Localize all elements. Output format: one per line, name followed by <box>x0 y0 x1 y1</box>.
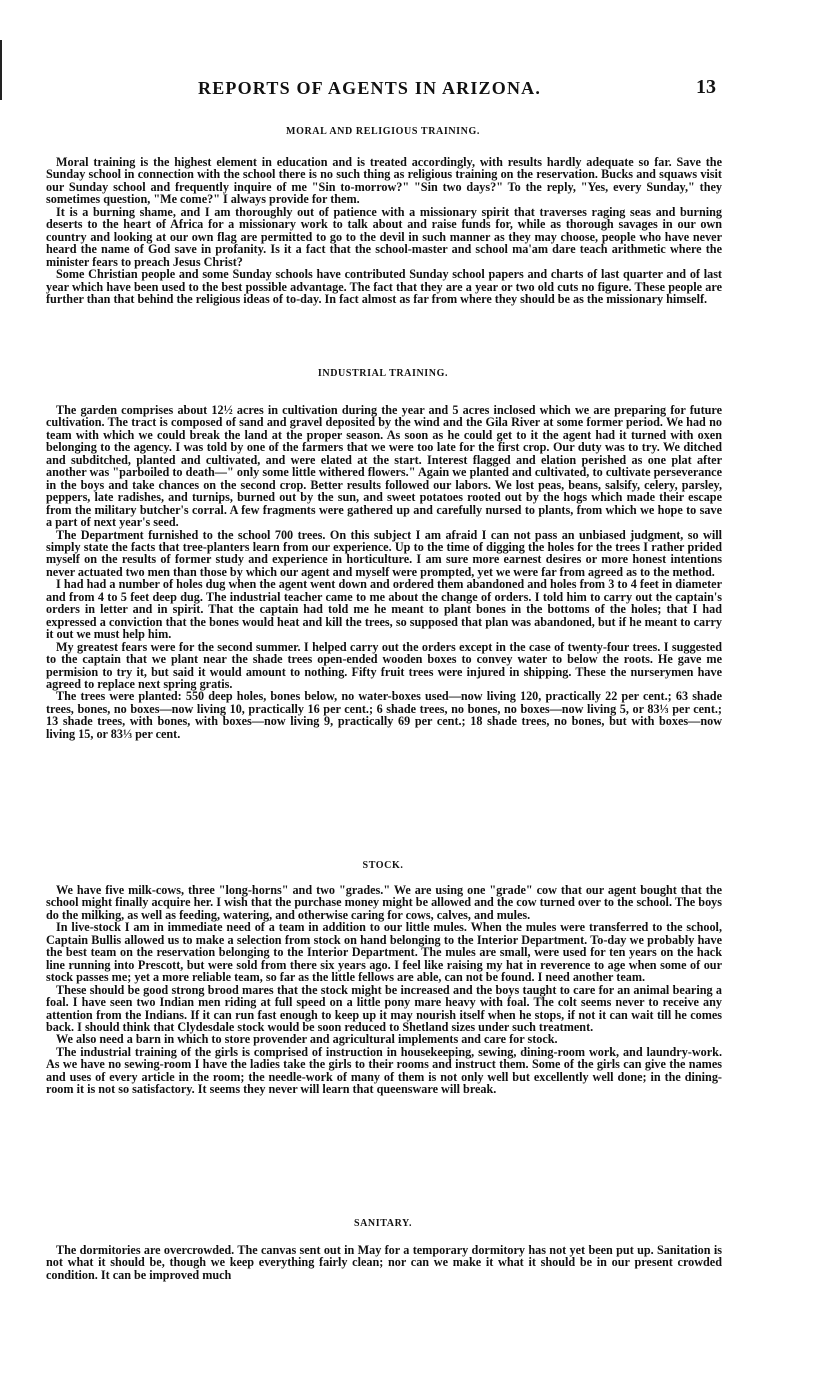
section-body-sanitary <box>46 1244 722 1281</box>
running-title: REPORTS OF AGENTS IN ARIZONA. <box>198 78 542 98</box>
section-body-moral <box>46 156 722 305</box>
paragraph: It is a burning shame, and I am thoroughly out of patience with a missionary spirit that traverses raging seas and burning deserts to the heart of Africa for a missionary work to talk about and raise funds for, while as thorough savages in our own country and looking at our own flag are permitted to go to the devil in such manner as they may choose, people who have never heard the name of God save in profanity. Is it a fact that the school-master and school ma'am dare teach arithmetic where the minister fears to preach Jesus Christ? <box>46 204 722 269</box>
paragraph: The dormitories are overcrowded. The canvas sent out in May for a temporary dormitory has not yet been put up. Sanitation is not what it should be, though we keep everything fairly clean; nor can we make it what it should be in our present crowded condition. It can be improved much <box>46 1243 722 1282</box>
section-body-industrial <box>46 404 722 740</box>
paragraph: Some Christian people and some Sunday schools have contributed Sunday school papers and charts of last quarter and of last year which have been used to the best possible advantage. The fact that they are a year or two old cuts no figure. These people are further than that behind the religious ideas of to-day. In fact almost as far from where they should be as the missionary himself. <box>46 267 722 306</box>
section-heading-sanitary: SANITARY. <box>353 1218 413 1229</box>
page-number: 13 <box>696 76 716 98</box>
paragraph: Moral training is the highest element in education and is treated accordingly, with results hardly adequate so far. Save the Sunday school in connection with the school there is no such thing as religious training on the reservation. Bucks and squaws visit our Sunday school and frequently inquire of me "Sin to-morrow?" "Sin two days?" To the reply, "Yes, every Sunday," they sometimes question, "Me come?" I always provide for them. <box>46 155 722 207</box>
paragraph: We also need a barn in which to store provender and agricultural implements and care for stock. <box>56 1032 558 1047</box>
paragraph: The garden comprises about 12½ acres in cultivation during the year and 5 acres inclosed which we are preparing for future cultivation. The tract is composed of sand and gravel deposited by the wind and the Gila River at some former period. We had no team with which we could break the land at the proper season. As soon as he could get to it the agent had it turned with oxen belonging to the agency. I was told by one of the farmers that we were too late for the first crop. Our duty was to try. We ditched and subditched, planted and cultivated, and were elated at the start. Interest flagged and elation perished as one plat after another was "parboiled to death—" only some little withered flowers." Again we planted and cultivated, to cultivate perseverance in the boys and take chances on the second crop. Better results followed our labors. We lost peas, beans, salsify, celery, parsley, peppers, late radishes, and turnips, burned out by the sun, and sweet potatoes rooted out by the hogs which made their escape from the military butcher's corral. A few fragments were gathered up and carefully nursed to plants, from which we hope to save a part of next year's seed. <box>46 403 722 530</box>
paragraph: In live-stock I am in immediate need of a team in addition to our little mules. When the mules were transferred to the school, Captain Bullis allowed us to make a selection from stock on hand belonging to the Interior Department. To-day we probably have the best team on the reservation belonging to the Interior Department. The mules are small, were used for ten years on the hack line running into Prescott, but were sold from there six years ago. I feel like raising my hat in reverence to age when some of our stock passes me; yet a more reliable team, so far as the little fellows are able, can not be found. I need another team. <box>46 920 722 985</box>
paragraph: I had had a number of holes dug when the agent went down and ordered them abandoned and holes from 3 to 4 feet in diameter and from 4 to 5 feet deep dug. The industrial teacher came to me about the change of orders. I told him to carry out the captain's orders in letter and in spirit. That the captain had told me he meant to plant bones in the bottoms of the holes; that I had expressed a conviction that the bones would heat and kill the trees, so supposed that plan was abandoned, but if he meant to carry it out we must help him. <box>46 577 722 642</box>
paragraph: The trees were planted: 550 deep holes, bones below, no water-boxes used—now living 120, practically 22 per cent.; 63 shade trees, bones, no boxes—now living 10, practically 16 per cent.; 6 shade trees, no bones, no boxes—now living 5, or 83⅓ per cent.; 13 shade trees, with bones, with boxes—now living 9, practically 69 per cent.; 18 shade trees, no bones, but with boxes—now living 15, or 83⅓ per cent. <box>46 689 722 741</box>
section-heading-stock: STOCK. <box>362 860 404 871</box>
paragraph: The industrial training of the girls is comprised of instruction in housekeeping, sewing, dining-room work, and laundry-work. As we have no sewing-room I have the ladies take the girls to their rooms and instruct them. Some of the girls can give the names and uses of every article in the room; the needle-work of many of them is not only well but excellently well done; in the dining-room it is not so satisfactory. It seems they never will learn that queensware will break. <box>46 1044 722 1097</box>
section-body-stock <box>46 884 722 1096</box>
margin-rule <box>0 40 2 100</box>
page-header <box>48 76 720 102</box>
paragraph: These should be good strong brood mares that the stock might be increased and the boys taught to care for an animal bearing a foal. I have seen two Indian men riding at full speed on a little pony mare heavy with foal. The colt seems never to receive any attention from the Indians. If it can run fast enough to keep up it may nourish itself when he stops, if not it can wait till he comes back. I should think that Clydesdale stock would be soon reduced to Shetland sizes under such treatment. <box>46 982 722 1034</box>
paragraph: My greatest fears were for the second summer. I helped carry out the orders except in the case of twenty-four trees. I suggested to the captain that we plant near the shade trees open-ended wooden boxes to convey water to below the roots. He gave me permision to try it, but said it would amount to nothing. Fifty fruit trees were injured in shipping. These the nurserymen have agreed to replace next spring gratis. <box>46 639 722 691</box>
paragraph: We have five milk-cows, three "long-horns" and two "grades." We are using one "grade" cow that our agent bought that the school might finally acquire her. I wish that the purchase money might be allowed and the cow turned over to the school. The boys do the milking, as well as feeding, watering, and otherwise caring for cows, calves, and mules. <box>46 883 722 922</box>
section-heading-moral: MORAL AND RELIGIOUS TRAINING. <box>286 126 480 137</box>
paragraph: The Department furnished to the school 700 trees. On this subject I am afraid I can not pass an unbiased judgment, so will simply state the facts that tree-planters learn from our experience. Up to the time of digging the holes for the trees I rather prided myself on the results of former study and experience in horticulture. I am sure more earnest desires or more honest intentions never actuated two men than those by which our agent and myself were prompted, yet we were far from agreed as to the method. <box>46 527 722 579</box>
section-heading-industrial: INDUSTRIAL TRAINING. <box>317 368 449 379</box>
